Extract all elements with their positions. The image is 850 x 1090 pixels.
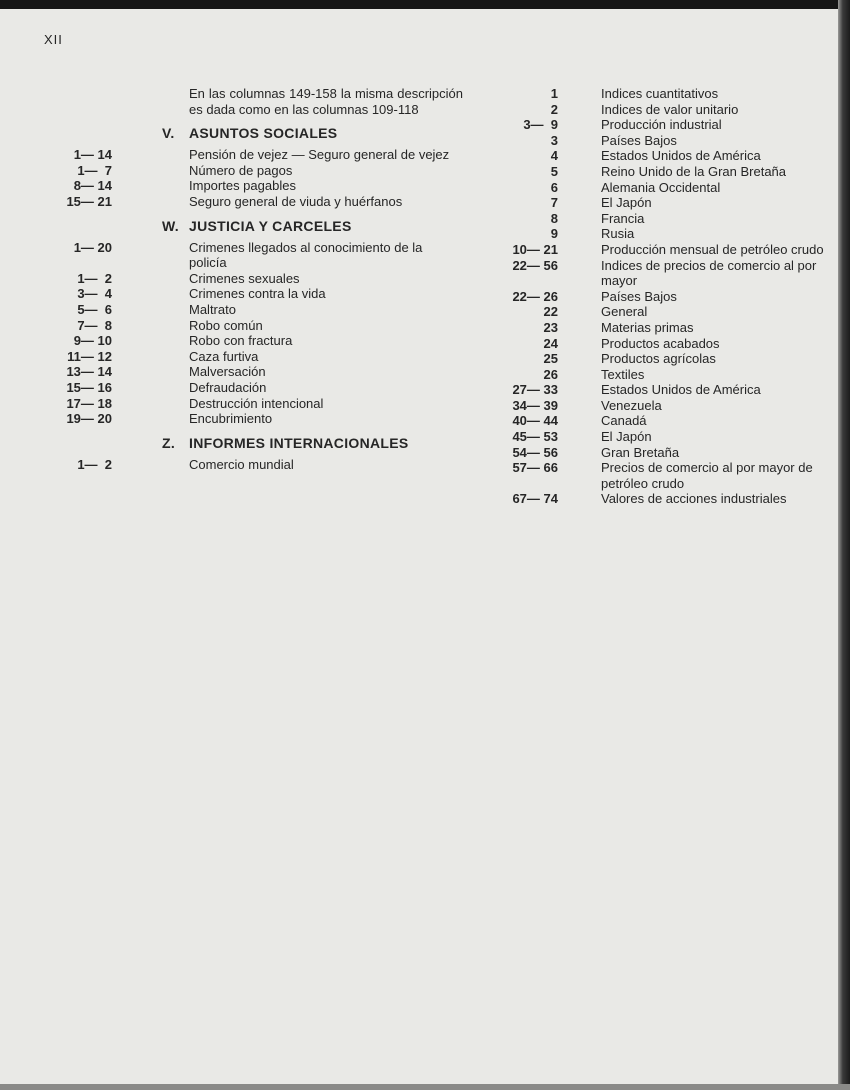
entry-description: Estados Unidos de América (601, 382, 761, 398)
column-range: 1 (550, 86, 558, 101)
entry-description: Producción mensual de petróleo crudo (601, 241, 824, 257)
column-range: 4 (550, 148, 558, 164)
entry-description: Malversación (189, 364, 266, 380)
column-range: 54— 56 (512, 444, 558, 460)
entry-description: Productos acabados (601, 335, 720, 351)
column-range: 26 (543, 366, 558, 382)
column-range: 3— 4 (77, 286, 112, 302)
entry-description: Defraudación (189, 379, 267, 395)
index-entry (480, 102, 840, 118)
index-entry (480, 211, 840, 227)
index-entry (40, 349, 470, 365)
entry-description: Estados Unidos de América (601, 148, 761, 164)
column-range: 1— 7 (77, 162, 112, 178)
entry-description: General (601, 304, 648, 320)
entry-description: Canadá (601, 413, 647, 429)
entry-description: Valores de acciones industriales (601, 491, 787, 507)
index-entry (480, 86, 840, 102)
section-title: JUSTICIA Y CARCELES (189, 217, 352, 234)
index-entry (480, 491, 840, 507)
entry-description: Textiles (601, 366, 645, 382)
column-range: 2 (550, 101, 558, 117)
entry-description: Maltrato (189, 301, 236, 317)
index-entry (480, 148, 840, 164)
entry-description: Seguro general de viuda y huérfanos (189, 193, 403, 209)
entry-description: Importes pagables (189, 178, 296, 194)
section-heading (40, 218, 470, 234)
section-title: ASUNTOS SOCIALES (189, 125, 338, 142)
index-entry (40, 147, 470, 163)
index-entry (40, 333, 470, 349)
column-range: 34— 39 (512, 397, 558, 413)
section-3 (40, 435, 470, 473)
column-range: 19— 20 (66, 411, 112, 427)
entry-description: Robo común (189, 317, 263, 333)
entry-description: Alemania Occidental (601, 179, 721, 195)
entry-description: Indices de precios de comercio al por mayor (601, 257, 817, 289)
index-entry (480, 429, 840, 445)
index-entry (40, 302, 470, 318)
index-entry (40, 411, 470, 427)
entry-description: Encubrimiento (189, 411, 273, 427)
entry-description: El Japón (601, 429, 652, 445)
entry-description: Precios de comercio al por mayor de petróleo crudo (601, 460, 813, 491)
index-entry (40, 194, 470, 210)
index-entry (480, 289, 840, 305)
column-range: 23 (543, 319, 558, 335)
column-range: 24 (543, 335, 558, 351)
index-entry (480, 195, 840, 211)
index-entry (40, 163, 470, 179)
column-range: 7 (550, 195, 558, 211)
column-range: 5— 6 (77, 301, 112, 317)
index-entry (480, 445, 840, 461)
index-entry (480, 258, 840, 289)
section-title: INFORMES INTERNACIONALES (189, 434, 409, 451)
index-entry (40, 318, 470, 334)
entry-description: Venezuela (601, 397, 662, 413)
column-range: 9— 10 (73, 333, 112, 349)
index-entry (480, 413, 840, 429)
section-letter: Z. (162, 434, 176, 451)
section-1 (40, 125, 470, 209)
section-heading (40, 435, 470, 451)
index-entry (480, 117, 840, 133)
entry-description: Gran Bretaña (601, 444, 680, 460)
index-entry (40, 271, 470, 287)
entry-description: Número de pagos (189, 162, 293, 178)
page-number: XII (44, 32, 63, 47)
entry-description: Producción industrial (601, 117, 722, 133)
column-range: 15— 16 (66, 379, 112, 395)
column-range: 45— 53 (512, 429, 558, 445)
column-range: 13— 14 (66, 364, 112, 380)
index-entry (480, 351, 840, 367)
entry-description: Materias primas (601, 319, 694, 335)
entry-description: Caza furtiva (189, 348, 259, 364)
entry-description: Reino Unido de la Gran Bretaña (601, 163, 787, 179)
entry-description: Crimenes sexuales (189, 270, 300, 286)
entry-description: Destrucción intencional (189, 395, 324, 411)
index-entry (480, 367, 840, 383)
entry-description: Indices cuantitativos (601, 86, 719, 101)
index-entry (480, 133, 840, 149)
left-column (40, 86, 470, 472)
column-range: 11— 12 (67, 348, 112, 364)
index-entry (480, 304, 840, 320)
entry-description: Productos agrícolas (601, 351, 716, 367)
index-entry (480, 320, 840, 336)
index-entry (40, 396, 470, 412)
section-heading (40, 125, 470, 141)
column-range: 5 (550, 163, 558, 179)
entry-description: Rusia (601, 226, 635, 242)
entry-description: Comercio mundial (189, 456, 294, 472)
column-range: 3 (550, 132, 558, 148)
index-entry (480, 398, 840, 414)
entry-description: Crimenes contra la vida (189, 286, 326, 302)
index-entry (480, 460, 840, 491)
entry-description: Países Bajos (601, 132, 677, 148)
column-range: 1— 2 (77, 270, 112, 286)
entry-description: Francia (601, 210, 645, 226)
entry-description: El Japón (601, 195, 652, 211)
entry-description: Pensión de vejez — Seguro general de vejez (189, 147, 450, 163)
column-range: 9 (550, 226, 558, 242)
index-entry (40, 240, 470, 271)
index-entry (40, 364, 470, 380)
index-entry (40, 457, 470, 473)
right-column (480, 86, 840, 507)
intro-paragraph: En las columnas 149-158 la misma descripción es dada como en las columnas 109-118 (189, 86, 463, 117)
entry-description: Crimenes llegados al conocimiento de la policía (189, 239, 423, 271)
column-range: 1— 14 (73, 147, 112, 163)
section-letter: W. (162, 217, 179, 234)
column-range: 27— 33 (512, 382, 558, 398)
column-range: 17— 18 (66, 395, 112, 411)
column-range: 3— 9 (523, 117, 558, 133)
column-range: 8 (550, 210, 558, 226)
scan-top-edge (0, 0, 850, 9)
entry-description: Indices de valor unitario (601, 101, 739, 117)
sections (40, 125, 470, 472)
column-range: 6 (550, 179, 558, 195)
entry-description: Países Bajos (601, 288, 677, 304)
column-range: 22— 56 (512, 257, 558, 273)
index-entry (40, 178, 470, 194)
section-letter: V. (162, 125, 175, 142)
scan-bottom-edge (0, 1084, 850, 1090)
column-range: 67— 74 (512, 491, 558, 507)
column-range: 25 (543, 351, 558, 367)
section-2 (40, 218, 470, 427)
column-range: 7— 8 (77, 317, 112, 333)
column-range: 1— 20 (73, 239, 112, 255)
column-range: 40— 44 (512, 413, 558, 429)
index-entry (40, 380, 470, 396)
index-entry (480, 164, 840, 180)
column-range: 22— 26 (512, 288, 558, 304)
column-range: 8— 14 (73, 178, 112, 194)
column-range: 57— 66 (512, 460, 558, 476)
index-entry (480, 242, 840, 258)
entry-description: Robo con fractura (189, 333, 293, 349)
column-range: 15— 21 (66, 193, 112, 209)
column-range: 22 (543, 304, 558, 320)
index-entry (480, 382, 840, 398)
column-range: 1— 2 (77, 456, 112, 472)
index-entry (40, 286, 470, 302)
index-entry (480, 226, 840, 242)
index-entry (480, 336, 840, 352)
index-entry (480, 180, 840, 196)
column-range: 10— 21 (512, 241, 558, 257)
